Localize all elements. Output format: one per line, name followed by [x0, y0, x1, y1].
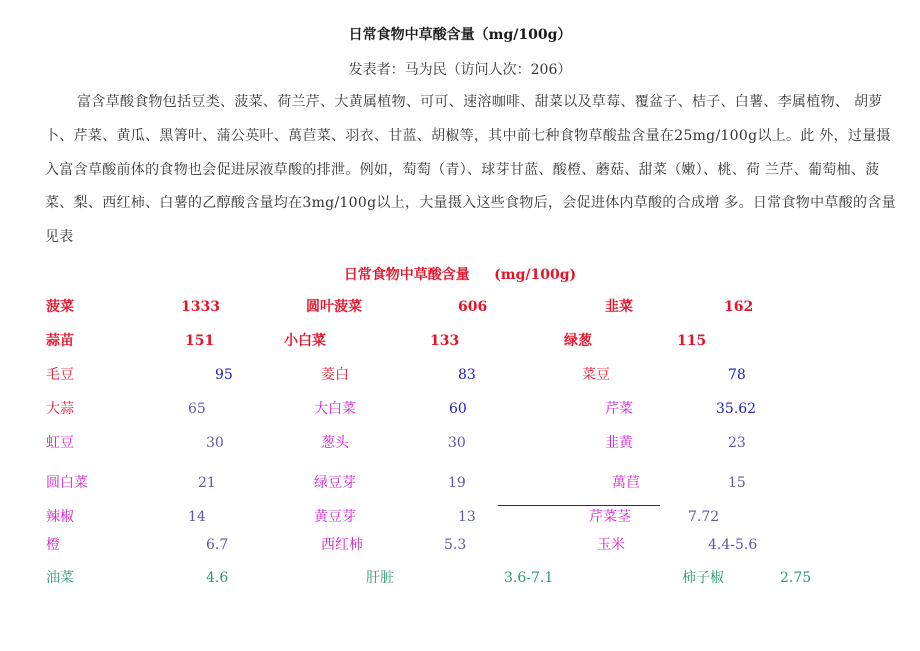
- food-name: 菱白: [321, 367, 349, 383]
- oxalate-value: 4.6: [206, 570, 229, 586]
- oxalate-value: 6.7: [206, 537, 229, 553]
- oxalate-value: 7.72: [688, 509, 720, 525]
- table-title: 日常食物中草酸含量 (mg/100g): [343, 267, 577, 283]
- oxalate-value: 21: [198, 475, 216, 491]
- oxalate-value: 23: [728, 435, 746, 451]
- oxalate-value: 3.6-7.1: [504, 570, 554, 586]
- food-name: 西红柿: [321, 537, 363, 553]
- food-name: 大蒜: [46, 401, 74, 417]
- oxalate-value: 30: [206, 435, 224, 451]
- oxalate-value: 19: [448, 475, 466, 491]
- food-name: 蒜苗: [46, 333, 74, 349]
- oxalate-value: 83: [458, 367, 476, 383]
- oxalate-value: 15: [728, 475, 746, 491]
- oxalate-value: 2.75: [780, 570, 812, 586]
- oxalate-value: 14: [188, 509, 206, 525]
- food-name: 大白菜: [314, 401, 356, 417]
- oxalate-value: 151: [185, 333, 215, 349]
- food-name: 小白菜: [284, 333, 326, 349]
- oxalate-value: 65: [188, 401, 206, 417]
- food-name: 肝脏: [366, 570, 394, 586]
- food-name: 萬苣: [612, 475, 640, 491]
- document-title: 日常食物中草酸含量（mg/100g）: [348, 27, 572, 43]
- oxalate-value: 133: [430, 333, 460, 349]
- oxalate-value: 1333: [181, 299, 220, 315]
- oxalate-value: 30: [448, 435, 466, 451]
- food-name: 菜豆: [582, 367, 610, 383]
- oxalate-value: 115: [677, 333, 707, 349]
- food-name: 韭黄: [605, 435, 633, 451]
- oxalate-value: 95: [215, 367, 233, 383]
- food-name: 芹菜: [605, 401, 633, 417]
- food-name: 芹菜茎: [589, 509, 631, 525]
- oxalate-value: 13: [458, 509, 476, 525]
- oxalate-value: 4.4-5.6: [708, 537, 758, 553]
- divider-line: [498, 505, 660, 506]
- food-name: 虹豆: [46, 435, 74, 451]
- food-name: 黄豆芽: [314, 509, 356, 525]
- oxalate-value: 35.62: [716, 401, 757, 417]
- food-name: 圆白菜: [46, 475, 88, 491]
- oxalate-value: 162: [724, 299, 754, 315]
- food-name: 柿子椒: [682, 570, 724, 586]
- oxalate-value: 5.3: [444, 537, 467, 553]
- oxalate-value: 78: [728, 367, 746, 383]
- food-name: 葱头: [321, 435, 349, 451]
- food-name: 玉米: [597, 537, 625, 553]
- food-name: 绿葱: [564, 333, 592, 349]
- food-name: 韭菜: [605, 299, 633, 315]
- oxalate-value: 606: [458, 299, 488, 315]
- food-name: 毛豆: [46, 367, 74, 383]
- author-line: 发表者：马为民（访问人次：206）: [348, 62, 572, 78]
- intro-paragraph: 富含草酸食物包括豆类、菠菜、荷兰芹、大黄属植物、可可、速溶咖啡、甜菜以及草莓、覆盆子、桔子、白薯、李属植物、 胡萝卜、芹菜、黄瓜、黑箐叶、蒲公英叶、萬苣菜、羽衣、甘蓝、胡椒等，其中前七种食物草酸盐含量在25mg/100g以上。此 外，过量摄入富含草酸前体的食物也会促进尿液草酸的排泄。例如，萄萄（青）、球芽甘蓝、酸橙、蘑菇、甜菜（嫩）、桃、荷 兰芹、葡萄柚、菠菜、梨、西红柿、白薯的乙醇酸含量均在3mg/100g以上，大量摄入这些食物后，会促进体内草酸的合成增 多。日常食物中草酸的含量见表: [45, 94, 896, 246]
- food-name: 绿豆芽: [314, 475, 356, 491]
- food-name: 辣椒: [46, 509, 74, 525]
- food-name: 油菜: [46, 570, 74, 586]
- food-name: 圆叶菠菜: [306, 299, 362, 315]
- oxalate-value: 60: [449, 401, 467, 417]
- food-name: 菠菜: [46, 299, 74, 315]
- food-name: 橙: [46, 537, 60, 553]
